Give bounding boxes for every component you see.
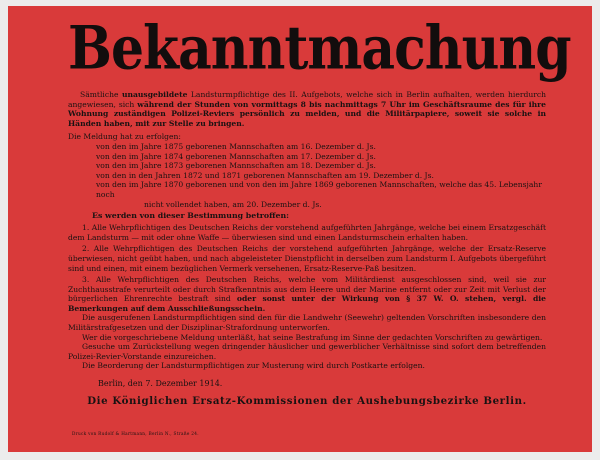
postcard-paragraph: Die Beorderung der Landsturmpflichtigen zur Musterung wird durch Postkarte erfolgen. <box>82 361 425 371</box>
intro-text-1: Sämtliche <box>80 90 122 99</box>
intro-text-2: Landsturmpflichtige des II. Aufgebots, welche sich in Berlin aufhalten, werden hierdurch angewiesen, sich <box>68 90 546 109</box>
intro-bold-2: während der Stunden von vormittags 8 bis nachmittags 7 Uhr im Geschäftsraume des für ihre Wohnung zuständigen Polizei-Reviers persönlich zu melden, und die Militärpapiere, soweit sie solche in Händen haben, mit zur Stelle zu bringen. <box>68 99 546 128</box>
clause-3 <box>68 275 546 313</box>
meldung-item: von den im Jahre 1873 geborenen Mannschaften am 18. Dezember d. Js. <box>96 161 376 171</box>
clause-2: 2. Alle Wehrpflichtigen des Deutschen Reichs der vorstehend aufgeführten Jahrgänge, welche der Ersatz-Reserve überwiesen, nicht geübt haben, und nach abgeleisteter Dienstpflicht in derselben zum Landsturm I. Aufgebots übergeführt sind und einen, mit einem bezüglichen Vermerk versehenen, Ersatz-Reserve-Paß besitzen. <box>68 244 546 273</box>
issue-date: Berlin, den 7. Dezember 1914. <box>98 379 223 389</box>
meldung-item: von den im Jahre 1875 geborenen Mannschaften am 16. Dezember d. Js. <box>96 141 376 151</box>
poster-title: Bekanntmachung <box>68 13 571 84</box>
poster-sheet <box>8 6 592 452</box>
intro-bold-1: unausgebildete <box>121 90 188 99</box>
meldung-item: von den im Jahre 1874 geborenen Mannschaften am 17. Dezember d. Js. <box>96 151 376 161</box>
meldung-last-line1: von den im Jahre 1870 geborenen und von den im Jahre 1869 geborenen Mannschaften, welche das 45. Lebensjahr noch <box>96 180 542 199</box>
meldung-item: von den in den Jahren 1872 und 1871 geborenen Mannschaften am 19. Dezember d. Js. <box>96 170 434 180</box>
clause-3-text: 3. Alle Wehrpflichtigen des Deutschen Reichs, welche vom Militärdienst ausgeschlossen sind, weil sie zur Zuchthausstrafe verurteilt oder durch Strafkenntnis aus dem Heere und der Marine entfernt oder zur Zeit mit Verlust der bürgerlichen Ehrenrechte bestraft sind <box>68 275 546 304</box>
betroffen-heading: Es werden von dieser Bestimmung betroffen: <box>92 211 290 221</box>
clause-1: 1. Alle Wehrpflichtigen des Deutschen Reichs der vorstehend aufgeführten Jahrgänge, welche bei einem Ersatzgeschäft dem Landsturm — mit oder ohne Waffe — überwiesen sind und einen Landsturmschein erhalten haben. <box>68 223 546 242</box>
meldung-list <box>68 142 546 209</box>
printer-imprint: Druck von Rudolf & Hartmann, Berlin N., Straße 24. <box>72 431 199 436</box>
penalty-paragraph: Wer die vorgeschriebene Meldung unterläßt, hat seine Bestrafung im Sinne der gedachten Vorschriften zu gewärtigen. <box>82 332 543 342</box>
signature-line: Die Königlichen Ersatz-Kommissionen der Aushebungsbezirke Berlin. <box>87 394 527 407</box>
clause-3-bold: oder sonst unter der Wirkung von § 37 W. O. stehen, vergl. die Bemerkungen auf dem Ausschließungsschein. <box>68 294 546 313</box>
intro-paragraph <box>68 90 546 128</box>
deferral-paragraph: Gesuche um Zurückstellung wegen dringender häuslicher und gewerblicher Verhältnisse sind sofort dem betreffenden Polizei-Revier-Vorstande einzureichen. <box>68 342 546 361</box>
meldung-label: Die Meldung hat zu erfolgen: <box>68 132 181 142</box>
meldung-item-last <box>68 180 546 209</box>
rules-paragraph: Die ausgerufenen Landsturmpflichtigen sind den für die Landwehr (Seewehr) geltenden Vorschriften insbesondere den Militärstrafgesetzen und der Disziplinar-Strafordnung unterworfen. <box>68 313 546 333</box>
meldung-last-line2: nicht vollendet haben, am 20. Dezember d. Js. <box>144 199 322 209</box>
